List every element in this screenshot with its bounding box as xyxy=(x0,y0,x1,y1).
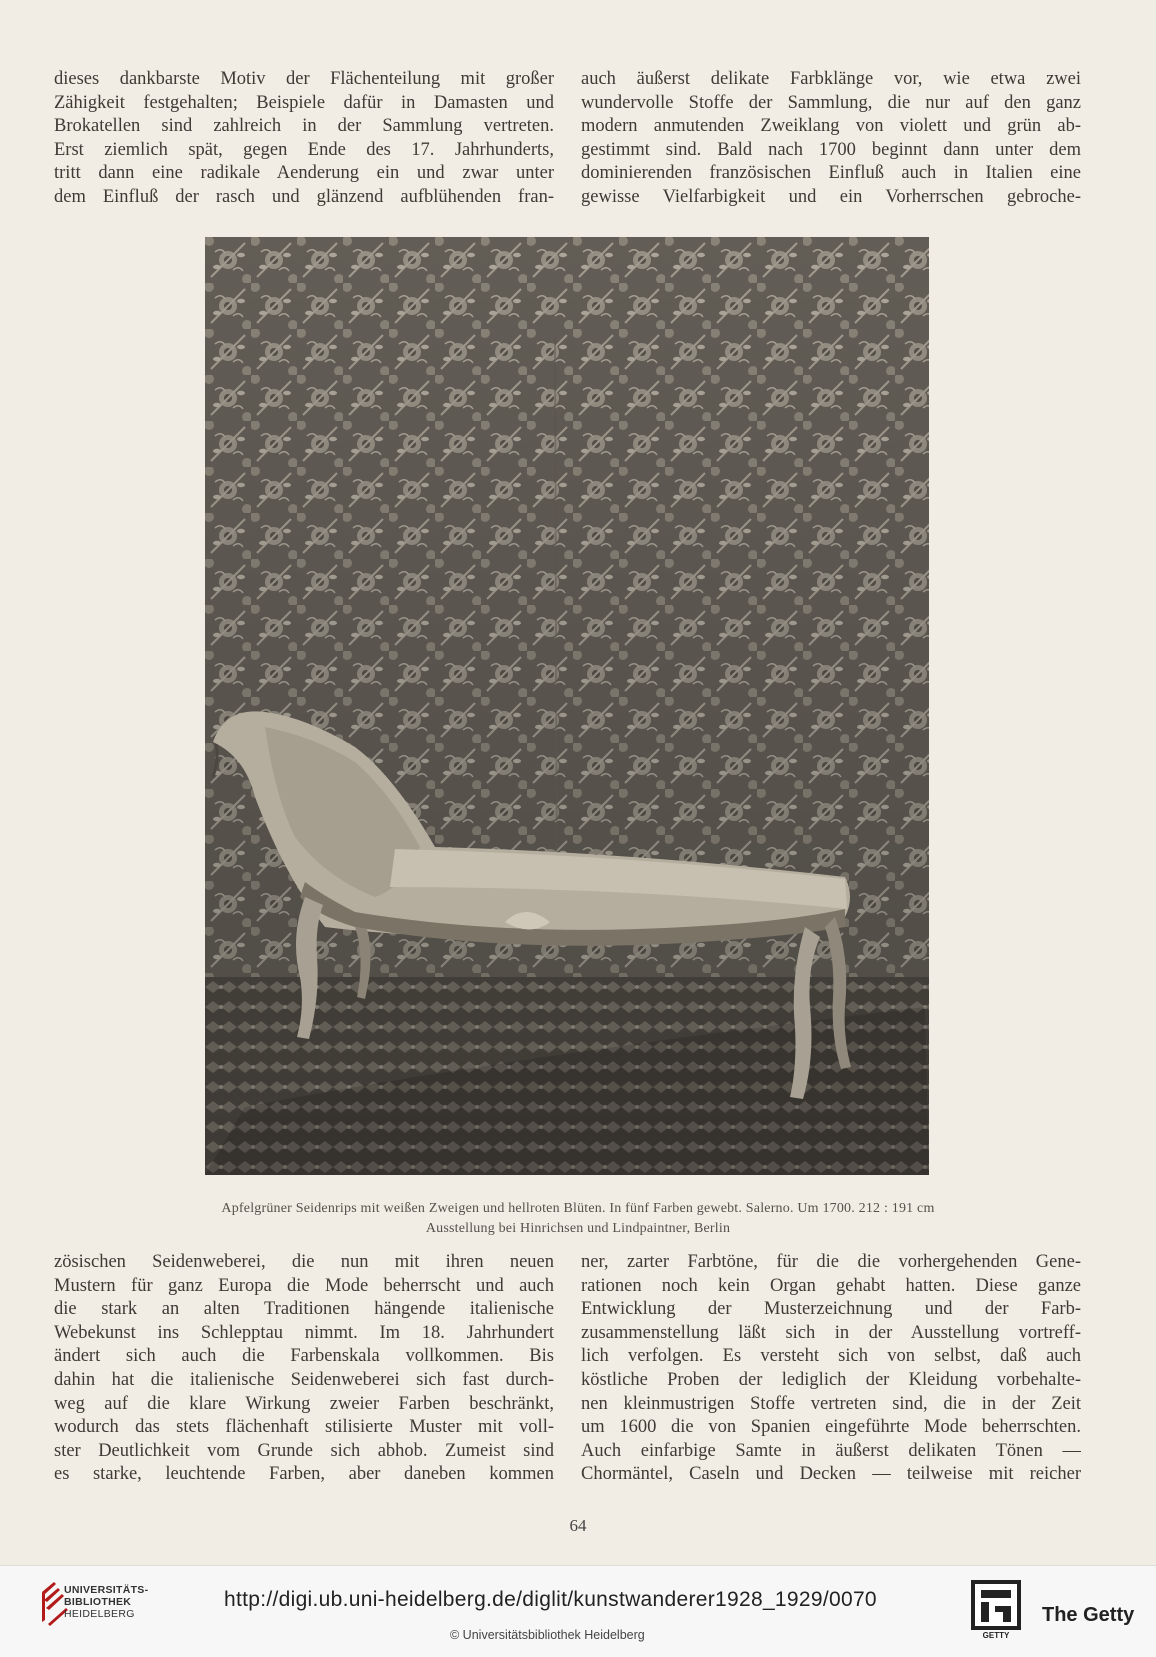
text-line: um 1600 die von Spanien eingeführte Mode beherrschten. xyxy=(581,1417,1081,1438)
text-line: wodurch das stets flächenhaft stilisierte Muster mit voll- xyxy=(54,1417,554,1438)
text-line: gestimmt sind. Bald nach 1700 beginnt dann unter dem xyxy=(581,139,1081,160)
text-line: modern anmutenden Zweiklang von violett und grün ab- xyxy=(581,116,1081,137)
text-line: Brokatellen sind zahlreich in der Sammlung vertreten. xyxy=(54,116,554,137)
copyright-notice: © Universitätsbibliothek Heidelberg xyxy=(450,1628,645,1642)
text-line: gewisse Vielfarbigkeit und ein Vorherrschen gebroche- xyxy=(581,186,1081,207)
text-line: Webekunst ins Schlepptau nimmt. Im 18. Jahrhundert xyxy=(54,1322,554,1343)
institution-line-3: HEIDELBERG xyxy=(64,1608,135,1620)
text-line: die stark an alten Traditionen hängende italienische xyxy=(54,1299,554,1320)
text-line: ner, zarter Farbtöne, für die die vorhergehenden Gene- xyxy=(581,1252,1081,1272)
text-line: auch äußerst delikate Farbklänge vor, wie etwa zwei xyxy=(581,69,1081,89)
getty-logo-icon xyxy=(971,1580,1021,1640)
text-line: zusammenstellung läßt sich in der Ausstellung vortreff- xyxy=(581,1322,1081,1343)
chaise-longue-photo xyxy=(205,237,929,1175)
text-line: Zähigkeit festgehalten; Beispiele dafür in Damasten und xyxy=(54,92,554,113)
permalink-url[interactable]: http://digi.ub.uni-heidelberg.de/diglit/kunstwanderer1928_1929/0070 xyxy=(224,1588,877,1611)
text-line: ändert sich auch die Farbenskala vollkommen. Bis xyxy=(54,1346,554,1367)
text-line: rationen noch kein Organ gehabt hatten. Diese ganze xyxy=(581,1275,1081,1296)
text-line: Erst ziemlich spät, gegen Ende des 17. Jahrhunderts, xyxy=(54,139,554,160)
caption-line-2: Ausstellung bei Hinrichsen und Lindpaintner, Berlin xyxy=(425,1221,731,1236)
page-number: 64 xyxy=(569,1516,587,1535)
photo-plate-chaise-longue xyxy=(205,237,929,1175)
institution-name xyxy=(64,1584,148,1620)
text-column-top-right xyxy=(581,68,1081,210)
text-column-bottom-right xyxy=(581,1251,1081,1487)
text-line: dahin hat die italienische Seidenweberei sich fast durch- xyxy=(54,1369,554,1390)
text-line: ster Deutlichkeit vom Grunde sich abhob. Zumeist sind xyxy=(54,1440,554,1461)
text-line: dominierenden französischen Einfluß auch in Italien eine xyxy=(581,163,1081,184)
text-line: dieses dankbarste Motiv der Flächenteilung mit großer xyxy=(54,69,554,89)
partner-name: The Getty xyxy=(1042,1604,1135,1626)
digitization-footer xyxy=(0,1565,1156,1657)
text-line: lich verfolgen. Es versteht sich von selbst, daß auch xyxy=(581,1346,1081,1367)
text-line: nen kleinmustrigen Stoffe vertreten sind, die in der Zeit xyxy=(581,1393,1081,1414)
caption-line-1: Apfelgrüner Seidenrips mit weißen Zweigen und hellroten Blüten. In fünf Farben gewebt. Salerno. Um 1700. 212 : 191 cm xyxy=(221,1201,935,1216)
text-column-bottom-left xyxy=(54,1251,554,1487)
text-line: köstliche Proben der lediglich der Kleidung vorbehalte- xyxy=(581,1369,1081,1390)
text-line: Entwicklung der Musterzeichnung und der Farb- xyxy=(581,1299,1081,1320)
text-column-top-left xyxy=(54,68,554,210)
text-line: Chormäntel, Caseln und Decken — teilweise mit reicher xyxy=(581,1464,1081,1485)
text-line: Auch einfarbige Samte in äußerst delikaten Tönen — xyxy=(581,1440,1081,1461)
text-line: es starke, leuchtende Farben, aber daneben kommen xyxy=(54,1464,554,1485)
text-line: dem Einfluß der rasch und glänzend aufblühenden fran- xyxy=(54,186,554,207)
text-line: Mustern für ganz Europa die Mode beherrscht und auch xyxy=(54,1275,554,1296)
text-line: zösischen Seidenweberei, die nun mit ihren neuen xyxy=(54,1252,554,1272)
institution-line-1: UNIVERSITÄTS- xyxy=(64,1584,149,1596)
institution-line-2: BIBLIOTHEK xyxy=(64,1596,132,1608)
text-line: weg auf die klare Wirkung zweier Farben beschränkt, xyxy=(54,1393,554,1414)
text-line: wundervolle Stoffe der Sammlung, die nur auf den ganz xyxy=(581,92,1081,113)
getty-logo-text: GETTY xyxy=(982,1631,1010,1640)
text-line: tritt dann eine radikale Aenderung ein und zwar unter xyxy=(54,163,554,184)
figure-caption xyxy=(60,1199,1096,1239)
